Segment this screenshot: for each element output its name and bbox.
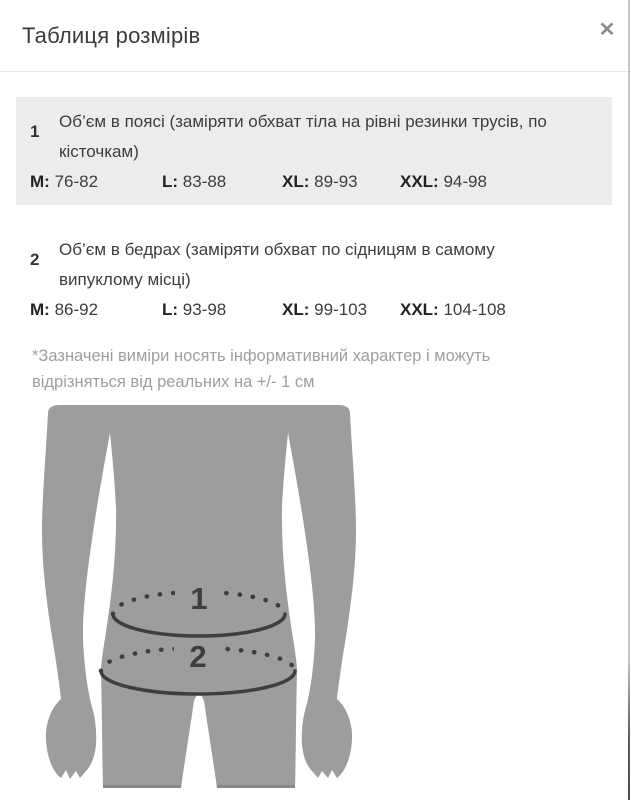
row-number: 1 <box>30 122 40 141</box>
size-row-hips <box>16 225 612 333</box>
row-top <box>30 235 596 295</box>
description-line: Об’єм в бедрах (заміряти обхват по сідницям в самому <box>59 240 495 259</box>
modal-title: Таблиця розмірів <box>22 22 201 48</box>
size-value: 76-82 <box>54 172 99 191</box>
waist-marker-label: 1 <box>190 581 208 616</box>
row-top <box>30 107 596 167</box>
size-value: 86-92 <box>54 300 99 319</box>
sizes-row <box>30 295 596 325</box>
sizes-row <box>30 167 596 197</box>
size-value: 104-108 <box>443 300 506 319</box>
size-cell-xl <box>282 295 400 325</box>
scrollbar-track[interactable] <box>628 0 630 800</box>
row-description <box>59 235 495 295</box>
size-label: M: <box>30 300 50 319</box>
size-cell-l <box>162 167 282 197</box>
description-line: Об’єм в поясі (заміряти обхват тіла на рівні резинки трусів, по <box>59 112 547 131</box>
disclaimer-line: *Зазначені виміри носять інформативний характер і можуть <box>32 347 491 365</box>
row-description <box>59 107 547 167</box>
size-cell-m <box>30 295 162 325</box>
size-label: XXL: <box>400 172 439 191</box>
close-icon: ✕ <box>598 19 616 41</box>
figure-svg <box>32 401 366 791</box>
size-label: XL: <box>282 172 310 191</box>
size-label: L: <box>162 300 179 319</box>
size-label: M: <box>30 172 50 191</box>
size-value: 83-88 <box>182 172 227 191</box>
row-number: 2 <box>30 250 40 269</box>
size-label: XXL: <box>400 300 439 319</box>
size-cell-xxl <box>400 167 487 197</box>
size-cell-xl <box>282 167 400 197</box>
modal-header <box>0 0 631 72</box>
size-value: 93-98 <box>182 300 227 319</box>
size-value: 89-93 <box>314 172 358 191</box>
body-figure <box>32 401 366 791</box>
leg-cut-edge <box>103 785 181 788</box>
size-label: XL: <box>282 300 310 319</box>
size-value: 99-103 <box>314 300 368 319</box>
size-cell-m <box>30 167 162 197</box>
disclaimer-note <box>32 343 612 395</box>
modal-content <box>0 97 631 791</box>
size-cell-l <box>162 295 282 325</box>
description-line: випуклому місці) <box>59 270 191 289</box>
size-value: 94-98 <box>443 172 487 191</box>
leg-cut-edge <box>217 785 295 788</box>
hip-marker-label: 2 <box>189 639 207 674</box>
description-line: кісточкам) <box>59 142 139 161</box>
close-button[interactable] <box>591 14 623 46</box>
size-row-waist <box>16 97 612 205</box>
disclaimer-line: відрізняться від реальних на +/- 1 см <box>32 373 315 391</box>
size-label: L: <box>162 172 179 191</box>
size-cell-xxl <box>400 295 506 325</box>
